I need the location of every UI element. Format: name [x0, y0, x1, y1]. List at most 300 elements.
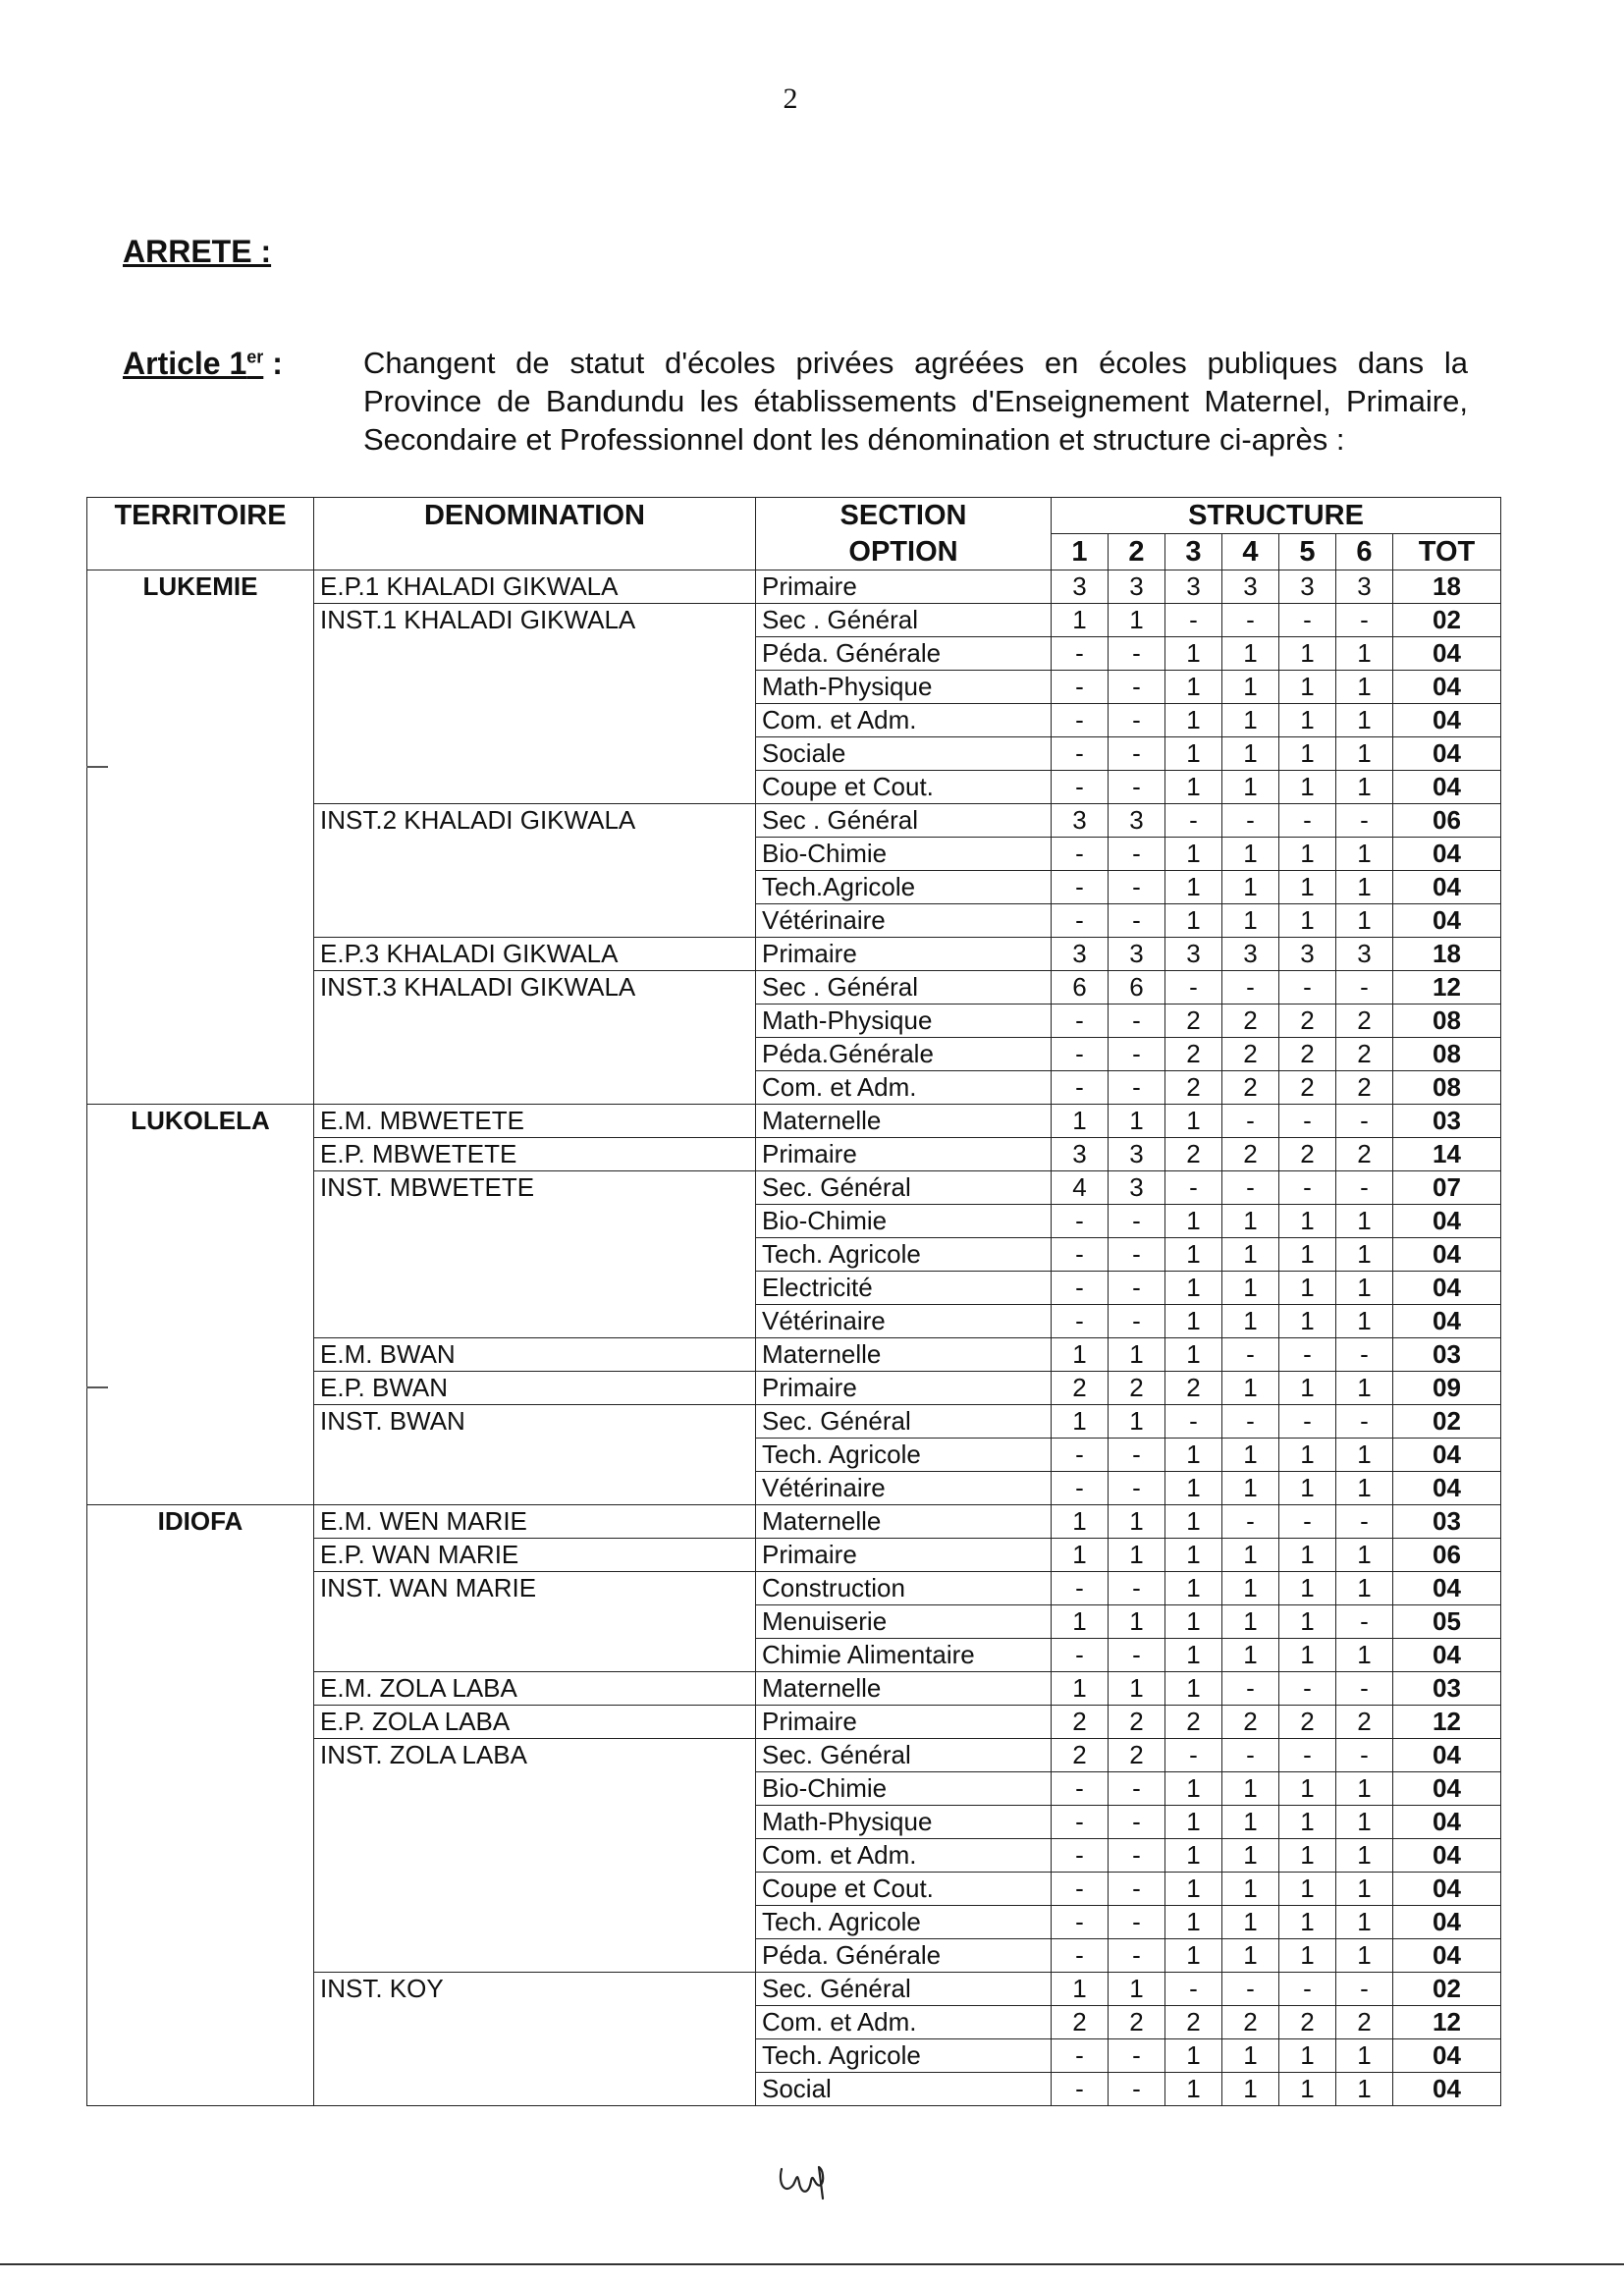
cell-option: Chimie Alimentaire	[756, 1639, 1052, 1672]
cell-class-6: 1	[1336, 771, 1393, 804]
cell-denomination: E.P. BWAN	[314, 1372, 756, 1405]
cell-total: 03	[1393, 1105, 1501, 1138]
cell-class-5: 1	[1279, 1806, 1336, 1839]
table-row	[87, 1906, 1501, 1939]
cell-class-4: -	[1222, 604, 1279, 637]
cell-class-6: 1	[1336, 1839, 1393, 1873]
cell-total: 02	[1393, 1973, 1501, 2006]
cell-class-4: -	[1222, 1505, 1279, 1539]
cell-class-6: 1	[1336, 1572, 1393, 1605]
cell-class-2: -	[1109, 1071, 1165, 1105]
cell-denomination	[314, 2073, 756, 2106]
cell-territoire	[87, 804, 314, 838]
table-row	[87, 1338, 1501, 1372]
cell-option: Péda. Générale	[756, 1939, 1052, 1973]
cell-class-6: 2	[1336, 2006, 1393, 2039]
cell-class-1: 1	[1052, 1605, 1109, 1639]
table-row	[87, 2006, 1501, 2039]
cell-total: 09	[1393, 1372, 1501, 1405]
cell-denomination	[314, 1238, 756, 1272]
cell-territoire	[87, 1839, 314, 1873]
cell-class-4: 2	[1222, 1038, 1279, 1071]
cell-class-5: -	[1279, 1973, 1336, 2006]
cell-class-2: -	[1109, 904, 1165, 938]
table-row	[87, 604, 1501, 637]
cell-territoire	[87, 938, 314, 971]
cell-class-4: 1	[1222, 1939, 1279, 1973]
cell-class-1: -	[1052, 1572, 1109, 1605]
cell-class-3: 1	[1165, 671, 1222, 704]
cell-class-5: 3	[1279, 570, 1336, 604]
cell-class-6: 1	[1336, 2039, 1393, 2073]
schools-table	[86, 497, 1501, 2106]
cell-class-5: 1	[1279, 771, 1336, 804]
table-row	[87, 1873, 1501, 1906]
cell-total: 03	[1393, 1672, 1501, 1706]
cell-class-4: 1	[1222, 1639, 1279, 1672]
cell-class-1: -	[1052, 1272, 1109, 1305]
cell-class-5: 2	[1279, 2006, 1336, 2039]
table-row	[87, 1405, 1501, 1439]
cell-denomination	[314, 838, 756, 871]
table-row	[87, 1439, 1501, 1472]
cell-class-5: 2	[1279, 1706, 1336, 1739]
cell-class-3: 1	[1165, 1772, 1222, 1806]
cell-denomination	[314, 904, 756, 938]
cell-class-2: 2	[1109, 1372, 1165, 1405]
cell-class-6: 3	[1336, 570, 1393, 604]
cell-territoire	[87, 1806, 314, 1839]
cell-denomination: INST. MBWETETE	[314, 1171, 756, 1205]
cell-class-5: 1	[1279, 1639, 1336, 1672]
table-row	[87, 1973, 1501, 2006]
cell-class-4: -	[1222, 1338, 1279, 1372]
table-row	[87, 570, 1501, 604]
table-row	[87, 1539, 1501, 1572]
cell-class-2: -	[1109, 1038, 1165, 1071]
cell-territoire	[87, 1305, 314, 1338]
header-territoire: TERRITOIRE	[87, 498, 314, 570]
cell-class-4: 1	[1222, 1906, 1279, 1939]
cell-denomination: E.M. WEN MARIE	[314, 1505, 756, 1539]
cell-territoire	[87, 904, 314, 938]
cell-class-5: 3	[1279, 938, 1336, 971]
cell-class-5: -	[1279, 804, 1336, 838]
cell-class-3: 1	[1165, 1238, 1222, 1272]
cell-class-6: -	[1336, 1605, 1393, 1639]
cell-option: Sec . Général	[756, 804, 1052, 838]
cell-total: 08	[1393, 1005, 1501, 1038]
cell-class-2: -	[1109, 1639, 1165, 1672]
cell-class-4: -	[1222, 971, 1279, 1005]
cell-denomination	[314, 2006, 756, 2039]
table-row	[87, 938, 1501, 971]
cell-territoire	[87, 1005, 314, 1038]
cell-option: Sec. Général	[756, 1405, 1052, 1439]
cell-option: Sec. Général	[756, 1171, 1052, 1205]
cell-class-3: 1	[1165, 2039, 1222, 2073]
cell-class-5: 1	[1279, 1439, 1336, 1472]
cell-class-1: -	[1052, 871, 1109, 904]
cell-class-6: 1	[1336, 1806, 1393, 1839]
cell-class-3: 2	[1165, 2006, 1222, 2039]
cell-total: 04	[1393, 637, 1501, 671]
cell-class-1: -	[1052, 1305, 1109, 1338]
cell-option: Coupe et Cout.	[756, 771, 1052, 804]
cell-territoire	[87, 1071, 314, 1105]
cell-class-3: 1	[1165, 871, 1222, 904]
cell-class-6: 1	[1336, 1939, 1393, 1973]
cell-option: Sec . Général	[756, 604, 1052, 637]
cell-class-2: 1	[1109, 1505, 1165, 1539]
table-row	[87, 1205, 1501, 1238]
cell-class-5: -	[1279, 1672, 1336, 1706]
cell-class-5: -	[1279, 1405, 1336, 1439]
cell-option: Menuiserie	[756, 1605, 1052, 1639]
cell-class-3: 1	[1165, 1105, 1222, 1138]
cell-class-3: -	[1165, 1739, 1222, 1772]
cell-option: Primaire	[756, 570, 1052, 604]
cell-class-2: -	[1109, 2039, 1165, 2073]
cell-class-6: 3	[1336, 938, 1393, 971]
table-row	[87, 1706, 1501, 1739]
table-row	[87, 1005, 1501, 1038]
cell-class-6: 1	[1336, 2073, 1393, 2106]
cell-class-4: 1	[1222, 838, 1279, 871]
table-row	[87, 1238, 1501, 1272]
cell-class-3: 1	[1165, 1272, 1222, 1305]
cell-class-6: -	[1336, 804, 1393, 838]
cell-territoire	[87, 1572, 314, 1605]
cell-class-5: 1	[1279, 1939, 1336, 1973]
cell-class-4: 2	[1222, 1138, 1279, 1171]
cell-class-4: -	[1222, 1973, 1279, 2006]
cell-class-4: 1	[1222, 1772, 1279, 1806]
cell-total: 04	[1393, 1472, 1501, 1505]
cell-class-1: -	[1052, 704, 1109, 737]
table-row	[87, 1672, 1501, 1706]
cell-class-2: 2	[1109, 1706, 1165, 1739]
cell-class-4: 1	[1222, 1539, 1279, 1572]
cell-class-1: 1	[1052, 1505, 1109, 1539]
header-col-3: 3	[1165, 534, 1222, 570]
cell-territoire: IDIOFA	[87, 1505, 314, 1539]
cell-class-2: 2	[1109, 2006, 1165, 2039]
cell-option: Sociale	[756, 737, 1052, 771]
table-row	[87, 1372, 1501, 1405]
cell-class-1: 3	[1052, 938, 1109, 971]
cell-class-3: 2	[1165, 1706, 1222, 1739]
cell-class-1: 2	[1052, 1739, 1109, 1772]
cell-class-5: 1	[1279, 871, 1336, 904]
cell-total: 04	[1393, 1873, 1501, 1906]
cell-class-4: -	[1222, 1739, 1279, 1772]
cell-option: Vétérinaire	[756, 1472, 1052, 1505]
cell-territoire	[87, 2073, 314, 2106]
cell-class-4: -	[1222, 804, 1279, 838]
cell-total: 04	[1393, 771, 1501, 804]
cell-class-4: 1	[1222, 1272, 1279, 1305]
cell-territoire	[87, 871, 314, 904]
article-label-text: Article 1	[123, 346, 247, 381]
cell-class-4: 1	[1222, 1305, 1279, 1338]
cell-class-2: -	[1109, 2073, 1165, 2106]
table-row	[87, 637, 1501, 671]
cell-total: 18	[1393, 938, 1501, 971]
cell-option: Tech. Agricole	[756, 1439, 1052, 1472]
cell-denomination	[314, 1305, 756, 1338]
cell-class-1: -	[1052, 1939, 1109, 1973]
cell-total: 04	[1393, 1439, 1501, 1472]
cell-total: 06	[1393, 1539, 1501, 1572]
cell-class-4: 1	[1222, 671, 1279, 704]
cell-territoire	[87, 1539, 314, 1572]
cell-class-1: 3	[1052, 570, 1109, 604]
cell-class-2: -	[1109, 1205, 1165, 1238]
header-col-1: 1	[1052, 534, 1109, 570]
cell-class-2: -	[1109, 1272, 1165, 1305]
bottom-rule	[0, 2263, 1624, 2265]
cell-class-6: 1	[1336, 1372, 1393, 1405]
cell-class-6: -	[1336, 1171, 1393, 1205]
cell-class-3: 1	[1165, 1639, 1222, 1672]
cell-class-5: 1	[1279, 1539, 1336, 1572]
header-col-tot: TOT	[1393, 534, 1501, 570]
cell-class-6: -	[1336, 1105, 1393, 1138]
cell-class-2: -	[1109, 1873, 1165, 1906]
cell-option: Social	[756, 2073, 1052, 2106]
cell-total: 12	[1393, 1706, 1501, 1739]
cell-class-4: 1	[1222, 737, 1279, 771]
cell-class-6: 2	[1336, 1071, 1393, 1105]
cell-class-2: -	[1109, 1939, 1165, 1973]
cell-class-3: 1	[1165, 838, 1222, 871]
cell-denomination: INST.3 KHALADI GIKWALA	[314, 971, 756, 1005]
cell-class-3: 1	[1165, 1839, 1222, 1873]
cell-denomination	[314, 1071, 756, 1105]
cell-option: Tech. Agricole	[756, 1238, 1052, 1272]
cell-total: 04	[1393, 1772, 1501, 1806]
header-col-6: 6	[1336, 534, 1393, 570]
cell-class-5: 1	[1279, 2039, 1336, 2073]
cell-option: Coupe et Cout.	[756, 1873, 1052, 1906]
cell-class-2: 3	[1109, 804, 1165, 838]
cell-total: 03	[1393, 1505, 1501, 1539]
cell-class-2: 1	[1109, 1672, 1165, 1706]
cell-option: Math-Physique	[756, 1806, 1052, 1839]
cell-territoire	[87, 1605, 314, 1639]
cell-option: Bio-Chimie	[756, 838, 1052, 871]
cell-class-6: 2	[1336, 1706, 1393, 1739]
cell-total: 04	[1393, 1572, 1501, 1605]
cell-option: Primaire	[756, 1706, 1052, 1739]
table-row	[87, 1272, 1501, 1305]
table-row	[87, 871, 1501, 904]
cell-class-3: 1	[1165, 904, 1222, 938]
cell-class-4: 1	[1222, 637, 1279, 671]
cell-class-5: -	[1279, 1739, 1336, 1772]
cell-class-6: 1	[1336, 904, 1393, 938]
table-body	[87, 570, 1501, 2106]
cell-class-6: -	[1336, 1739, 1393, 1772]
cell-class-1: 3	[1052, 804, 1109, 838]
cell-class-1: 1	[1052, 604, 1109, 637]
cell-class-2: 2	[1109, 1739, 1165, 1772]
cell-class-3: 2	[1165, 1005, 1222, 1038]
cell-total: 04	[1393, 838, 1501, 871]
cell-class-2: 3	[1109, 1171, 1165, 1205]
cell-class-2: 1	[1109, 1973, 1165, 2006]
cell-denomination	[314, 871, 756, 904]
cell-class-3: -	[1165, 604, 1222, 637]
cell-territoire	[87, 604, 314, 637]
cell-option: Math-Physique	[756, 671, 1052, 704]
cell-class-3: 1	[1165, 737, 1222, 771]
cell-class-2: -	[1109, 1772, 1165, 1806]
table-row	[87, 1505, 1501, 1539]
cell-class-6: -	[1336, 604, 1393, 637]
cell-total: 04	[1393, 1272, 1501, 1305]
header-structure: STRUCTURE	[1052, 498, 1501, 534]
cell-class-5: 1	[1279, 1372, 1336, 1405]
cell-denomination: E.P.1 KHALADI GIKWALA	[314, 570, 756, 604]
cell-class-3: -	[1165, 1405, 1222, 1439]
cell-territoire	[87, 1939, 314, 1973]
cell-total: 04	[1393, 2073, 1501, 2106]
cell-territoire	[87, 1672, 314, 1706]
table-row	[87, 1739, 1501, 1772]
cell-total: 02	[1393, 604, 1501, 637]
cell-class-3: 3	[1165, 570, 1222, 604]
cell-class-3: 1	[1165, 1539, 1222, 1572]
table-row	[87, 904, 1501, 938]
cell-class-5: 1	[1279, 1605, 1336, 1639]
cell-option: Tech.Agricole	[756, 871, 1052, 904]
cell-class-1: 3	[1052, 1138, 1109, 1171]
cell-class-3: 1	[1165, 1439, 1222, 1472]
cell-class-1: 1	[1052, 1672, 1109, 1706]
cell-class-4: 1	[1222, 704, 1279, 737]
cell-total: 04	[1393, 1639, 1501, 1672]
cell-class-5: 2	[1279, 1071, 1336, 1105]
cell-class-6: 1	[1336, 671, 1393, 704]
cell-class-4: 1	[1222, 1439, 1279, 1472]
cell-class-6: -	[1336, 1672, 1393, 1706]
table-row	[87, 1071, 1501, 1105]
cell-total: 04	[1393, 904, 1501, 938]
cell-denomination: E.M. ZOLA LABA	[314, 1672, 756, 1706]
cell-class-3: 2	[1165, 1372, 1222, 1405]
table-row	[87, 2073, 1501, 2106]
cell-total: 04	[1393, 737, 1501, 771]
cell-class-6: 2	[1336, 1005, 1393, 1038]
cell-class-6: 1	[1336, 1906, 1393, 1939]
cell-total: 07	[1393, 1171, 1501, 1205]
cell-denomination: E.P. MBWETETE	[314, 1138, 756, 1171]
cell-class-4: 2	[1222, 2006, 1279, 2039]
cell-class-6: 1	[1336, 1439, 1393, 1472]
cell-denomination: INST.2 KHALADI GIKWALA	[314, 804, 756, 838]
header-option: OPTION	[756, 534, 1052, 570]
cell-class-1: 1	[1052, 1973, 1109, 2006]
table-row	[87, 1839, 1501, 1873]
cell-option: Primaire	[756, 1372, 1052, 1405]
cell-class-6: -	[1336, 1505, 1393, 1539]
cell-class-6: 1	[1336, 737, 1393, 771]
cell-class-3: 2	[1165, 1038, 1222, 1071]
cell-class-6: 1	[1336, 1272, 1393, 1305]
cell-class-3: 1	[1165, 704, 1222, 737]
cell-territoire	[87, 1138, 314, 1171]
cell-class-6: 1	[1336, 1305, 1393, 1338]
cell-class-3: 1	[1165, 1906, 1222, 1939]
cell-class-4: 1	[1222, 2039, 1279, 2073]
table-row	[87, 737, 1501, 771]
cell-class-1: 6	[1052, 971, 1109, 1005]
cell-class-6: 2	[1336, 1138, 1393, 1171]
cell-class-3: 1	[1165, 1305, 1222, 1338]
cell-class-3: 1	[1165, 2073, 1222, 2106]
cell-total: 08	[1393, 1038, 1501, 1071]
cell-class-2: -	[1109, 1906, 1165, 1939]
cell-territoire	[87, 1472, 314, 1505]
cell-class-2: -	[1109, 1806, 1165, 1839]
cell-denomination	[314, 1005, 756, 1038]
cell-option: Math-Physique	[756, 1005, 1052, 1038]
cell-territoire	[87, 1772, 314, 1806]
margin-mark	[86, 1386, 108, 1388]
cell-class-1: -	[1052, 1906, 1109, 1939]
table-row	[87, 771, 1501, 804]
cell-option: Péda.Générale	[756, 1038, 1052, 1071]
cell-class-2: -	[1109, 737, 1165, 771]
cell-total: 03	[1393, 1338, 1501, 1372]
cell-class-6: 1	[1336, 871, 1393, 904]
cell-class-5: 1	[1279, 904, 1336, 938]
cell-denomination: INST. ZOLA LABA	[314, 1739, 756, 1772]
cell-option: Bio-Chimie	[756, 1205, 1052, 1238]
table-row	[87, 1171, 1501, 1205]
cell-class-3: 1	[1165, 1873, 1222, 1906]
article-label	[123, 346, 283, 382]
cell-class-1: -	[1052, 637, 1109, 671]
cell-class-3: 1	[1165, 1505, 1222, 1539]
cell-class-3: 1	[1165, 1939, 1222, 1973]
table-row	[87, 838, 1501, 871]
cell-class-2: -	[1109, 771, 1165, 804]
table-row	[87, 1305, 1501, 1338]
cell-territoire	[87, 2006, 314, 2039]
cell-class-4: -	[1222, 1672, 1279, 1706]
header-col-2: 2	[1109, 534, 1165, 570]
cell-class-2: 3	[1109, 1138, 1165, 1171]
cell-class-1: 1	[1052, 1405, 1109, 1439]
cell-denomination	[314, 2039, 756, 2073]
cell-option: Primaire	[756, 1138, 1052, 1171]
cell-option: Bio-Chimie	[756, 1772, 1052, 1806]
cell-class-4: 1	[1222, 871, 1279, 904]
cell-class-4: 1	[1222, 1472, 1279, 1505]
cell-class-6: 1	[1336, 704, 1393, 737]
cell-class-4: 1	[1222, 1839, 1279, 1873]
cell-territoire	[87, 1405, 314, 1439]
cell-class-4: 1	[1222, 1238, 1279, 1272]
cell-class-5: -	[1279, 1338, 1336, 1372]
cell-denomination	[314, 1806, 756, 1839]
cell-class-5: 1	[1279, 1238, 1336, 1272]
cell-class-2: 1	[1109, 1338, 1165, 1372]
cell-class-4: 1	[1222, 1605, 1279, 1639]
